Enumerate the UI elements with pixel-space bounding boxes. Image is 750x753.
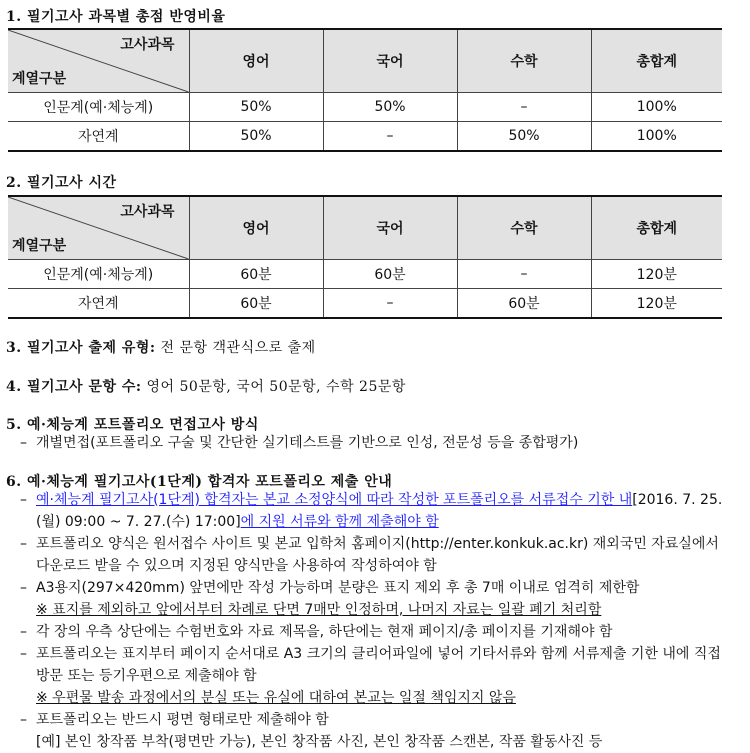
table-cell: 60분 — [189, 289, 323, 319]
table-cell: 50% — [457, 122, 591, 152]
row-label: 자연계 — [8, 122, 189, 152]
table-cell: 100% — [591, 93, 722, 122]
corner-top-label: 고사과목 — [120, 37, 175, 53]
list-item — [20, 621, 735, 643]
section1-heading: 1. 필기고사 과목별 총점 반영비율 — [6, 9, 226, 25]
note-text: ※ 표지를 제외하고 앞에서부터 차례로 단면 7매만 인정하며, 나머지 자료는 일괄 폐기 처리함 — [36, 602, 602, 618]
section4-line — [6, 376, 406, 396]
highlight-text: 에 지원 서류와 함께 제출해야 함 — [240, 514, 439, 530]
section2-heading: 2. 필기고사 시간 — [6, 175, 117, 191]
table-row — [8, 93, 722, 122]
row-label: 자연계 — [8, 289, 189, 319]
item-text: 포트폴리오 양식은 원서접수 사이트 및 본교 입학처 홈페이지(http://enter.konkuk.ac.kr) 재외국민 자료실에서 다운로드 받을 수 있으며 지정된 양식만을 사용하여 작성하여야 함 — [36, 536, 719, 574]
dash-bullet: – — [20, 536, 27, 552]
corner-bottom-label: 계열구분 — [12, 71, 67, 87]
list-item — [20, 432, 735, 454]
table-header-row — [8, 196, 722, 260]
table-header-row — [8, 29, 722, 93]
table-cell: 100% — [591, 122, 722, 152]
list-item — [20, 709, 735, 731]
item-text: 포트폴리오는 반드시 평면 형태로만 제출해야 함 — [36, 712, 329, 728]
table-row — [8, 122, 722, 152]
table-cell: 120분 — [591, 289, 722, 319]
section3-line — [6, 337, 316, 357]
column-header: 총합계 — [591, 196, 722, 260]
dash-bullet: – — [20, 492, 27, 508]
section5-heading: 5. 예·체능계 포트폴리오 면접고사 방식 — [6, 417, 259, 433]
table-cell: 50% — [189, 122, 323, 152]
table-cell: 60분 — [189, 260, 323, 289]
dash-bullet: – — [20, 624, 27, 640]
row-label: 인문계(예·체능계) — [8, 93, 189, 122]
table-row — [8, 289, 722, 319]
row-label: 인문계(예·체능계) — [8, 260, 189, 289]
table-cell: 50% — [189, 93, 323, 122]
item-text: 각 장의 우측 상단에는 수험번호와 자료 제목을, 하단에는 현재 페이지/총 페이지를 기재해야 함 — [36, 624, 613, 640]
item-text: 포트폴리오는 표지부터 페이지 순서대로 A3 크기의 클리어파일에 넣어 기타서류와 함께 서류제출 기한 내에 직접 방문 또는 등기우편으로 제출해야 함 — [36, 646, 721, 684]
corner-top-label: 고사과목 — [120, 204, 175, 220]
dash-bullet: – — [20, 435, 27, 451]
corner-cell — [8, 29, 189, 93]
column-header: 영어 — [189, 196, 323, 260]
column-header: 영어 — [189, 29, 323, 93]
item-text: 개별면접(포트폴리오 구술 및 간단한 실기테스트를 기반으로 인성, 전문성 등을 종합평가) — [36, 435, 579, 451]
list-item — [20, 577, 735, 599]
example-text: [예] 본인 창작품 부착(평면만 가능), 본인 창작품 사진, 본인 창작품 스캔본, 작품 활동사진 등 — [36, 734, 603, 750]
dash-bullet: – — [20, 580, 27, 596]
section5-items — [20, 432, 735, 454]
section4-label: 4. 필기고사 문항 수: — [6, 379, 142, 395]
column-header: 수학 — [457, 29, 591, 93]
column-header: 국어 — [323, 29, 457, 93]
list-item — [20, 533, 735, 577]
score-ratio-table — [8, 28, 722, 152]
highlight-text: 는 본교 소정양식에 따라 작성한 포트폴리오를 서류접수 기한 내 — [245, 492, 633, 508]
highlight-text: 예·체능계 필기고사(1단계) 합격자 — [36, 492, 245, 508]
corner-cell — [8, 196, 189, 260]
column-header: 총합계 — [591, 29, 722, 93]
column-header: 국어 — [323, 196, 457, 260]
section4-value: 영어 50문항, 국어 50문항, 수학 25문항 — [141, 379, 406, 395]
list-item — [20, 643, 735, 687]
exam-time-table — [8, 195, 722, 319]
table-cell: – — [323, 289, 457, 319]
corner-bottom-label: 계열구분 — [12, 238, 67, 254]
table-cell: 60분 — [323, 260, 457, 289]
table-cell: – — [457, 93, 591, 122]
section3-label: 3. 필기고사 출제 유형: — [6, 340, 156, 356]
table-cell: 120분 — [591, 260, 722, 289]
list-item — [20, 489, 735, 533]
section6-heading: 6. 예·체능계 필기고사(1단계) 합격자 포트폴리오 제출 안내 — [6, 474, 393, 490]
table-cell: 60분 — [457, 289, 591, 319]
column-header: 수학 — [457, 196, 591, 260]
table-cell: – — [457, 260, 591, 289]
table-cell: – — [323, 122, 457, 152]
dash-bullet: – — [20, 712, 27, 728]
section3-value: 전 문항 객관식으로 출제 — [155, 340, 316, 356]
section6-items — [20, 489, 735, 753]
note-text: ※ 우편물 발송 과정에서의 분실 또는 유실에 대하여 본교는 일절 책임지지 않음 — [36, 690, 516, 706]
dash-bullet: – — [20, 646, 27, 662]
table-cell: 50% — [323, 93, 457, 122]
deadline-text: [2016. 7. 25.(월) 09:00 ~ 7. 27.(수) 17:00] — [36, 492, 723, 530]
item-text: A3용지(297×420mm) 앞면에만 작성 가능하며 분량은 표지 제외 후 총 7매 이내로 엄격히 제한함 — [36, 580, 640, 596]
table-row — [8, 260, 722, 289]
